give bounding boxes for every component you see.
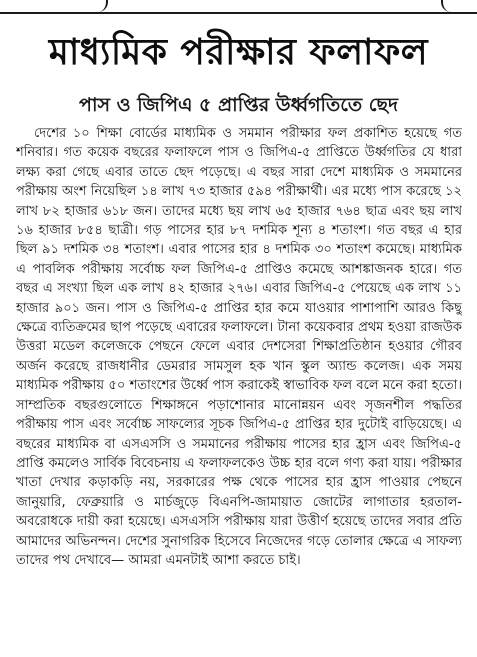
article-body: দেশের ১০ শিক্ষা বোর্ডের মাধ্যমিক ও সমমান পরীক্ষার ফল প্রকাশিত হয়েছে গত শনিবার। গত কয়েক বছরের ফলাফলে পাস ও জিপিএ-৫ প্রাপ্তিতে উর্ধ্বগতির যে ধারা লক্ষ্য করা গেছে এবার তাতে ছেদ পড়েছে। এ বছর সারা দেশে মাধ্যমিক ও সমমানের পরীক্ষায় অংশ নিয়েছিল ১৪ লাখ ৭৩ হাজার ৫৯৪ পরীক্ষার্থী। এর মধ্যে পাস করেছে ১২ লাখ ৮২ হাজার ৬১৮ জন। তাদের মধ্যে ছয় লাখ ৬৫ হাজার ৭৬৪ ছাত্র এবং ছয় লাখ ১৬ হাজার ৮৫৪ ছাত্রী। গড় পাসের হার ৮৭ দশমিক শূন্য ৪ শতাংশ। গত বছর এ হার ছিল ৯১ দশমিক ৩৪ শতাংশ। এবার পাসের হার ৪ দশমিক ৩০ শতাংশ কমেছে। মাধ্যমিক এ পাবলিক পরীক্ষায় সর্বোচ্চ ফল জিপিএ-৫ প্রাপ্তিও কমেছে আশঙ্কাজনক হারে। গত বছর এ সংখ্যা ছিল এক লাখ ৪২ হাজার ২৭৬। এবার জিপিএ-৫ পেয়েছে এক লাখ ১১ হাজার ৯০১ জন। পাস ও জিপিএ-৫ প্রাপ্তির হার কমে যাওয়ার পাশাপাশি আরও কিছু ক্ষেত্রে ব্যতিক্রমের ছাপ পড়েছে এবারের ফলাফলে। টানা কয়েকবার প্রথম হওয়া রাজউক উত্তরা মডেল কলেজকে পেছনে ফেলে এবার দেশসেরা শিক্ষাপ্রতিষ্ঠান হওয়ার গৌরব অর্জন করেছে রাজধানীর ডেমরার সামসুল হক খান স্কুল অ্যান্ড কলেজ। এক সময় মাধ্যমিক পরীক্ষায় ৫০ শতাংশের উর্ধ্বে পাস করাকেই স্বাভাবিক ফল বলে মনে করা হতো। সাম্প্রতিক বছরগুলোতে শিক্ষাঙ্গনে পড়াশোনার মানোন্নয়ন এবং সৃজনশীল পদ্ধতির পরীক্ষায় পাস এবং সর্বোচ্চ সাফল্যের সূচক জিপিএ-৫ প্রাপ্তির হার দুটোই বাড়িয়েছে। এ বছরের মাধ্যমিক বা এসএসসি ও সমমানের পরীক্ষায় পাসের হার হ্রাস এবং জিপিএ-৫ প্রাপ্তি কমলেও সার্বিক বিবেচনায় এ ফলাফলকেও উচ্চ হার বলে গণ্য করা যায়। পরীক্ষার খাতা দেখার কড়াকড়ি নয়, সরকারের পক্ষ থেকে পাসের হার হ্রাস পাওয়ার পেছনে জানুয়ারি, ফেব্রুয়ারি ও মার্চজুড়ে বিএনপি-জামায়াত জোটের লাগাতার হরতাল-অবরোধকে দায়ী করা হয়েছে। এসএসসি পরীক্ষায় যারা উত্তীর্ণ হয়েছে তাদের সবার প্রতি আমাদের অভিনন্দন। দেশের সুনাগরিক হিসেবে নিজেদের গড়ে তোলার ক্ষেত্রে এ সাফল্য তাদের পথ দেখাবে— আমরা এমনটাই আশা করতে চাই।	[16, 126, 462, 568]
article-subheadline: পাস ও জিপিএ ৫ প্রাপ্তির উর্ধ্বগতিতে ছেদ	[79, 94, 398, 116]
article-headline: মাধ্যমিক পরীক্ষার ফলাফল	[48, 32, 429, 73]
top-border-rule	[0, 0, 477, 14]
